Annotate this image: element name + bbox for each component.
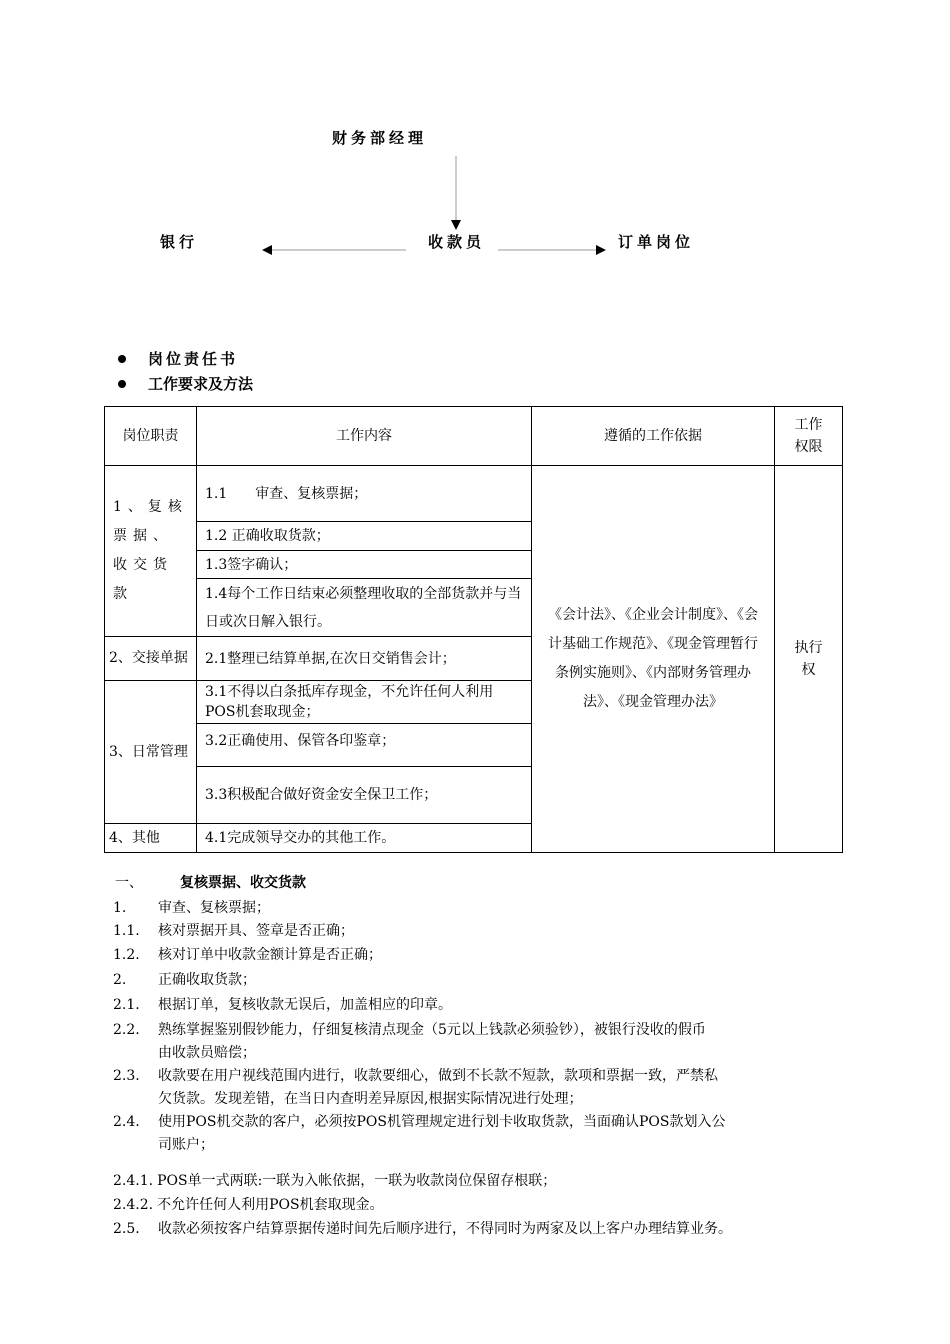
down-arrow-icon xyxy=(451,220,461,230)
bullet-dot-icon xyxy=(118,355,126,363)
bullet-label: 工作要求及方法 xyxy=(148,375,254,393)
org-top-manager: 财务部经理 xyxy=(332,129,428,147)
list-item-number: 2.3. xyxy=(113,1068,140,1084)
table-header-row xyxy=(105,407,843,466)
section-title: 复核票据、收交货款 xyxy=(180,875,306,891)
list-item-text: 熟练掌握鉴别假钞能力，仔细复核清点现金（5元以上钱款必须验钞），被银行没收的假币 xyxy=(158,1022,706,1038)
list-item-number: 1.2. xyxy=(113,947,140,963)
list-item-number: 2.4.2. xyxy=(113,1197,154,1213)
content-cell: 3.3积极配合做好资金安全保卫工作； xyxy=(197,767,532,824)
table-row xyxy=(105,466,843,522)
org-bank: 银行 xyxy=(160,233,199,251)
content-cell: 3.2正确使用、保管各印鉴章； xyxy=(197,724,532,767)
right-arrow-icon xyxy=(596,245,606,255)
duty-cell-4: 4、其他 xyxy=(105,824,197,853)
list-item xyxy=(113,1111,725,1131)
list-item-number: 2.5. xyxy=(113,1221,140,1237)
content-cell: 1.1 审查、复核票据； xyxy=(197,466,532,522)
list-item-number: 1. xyxy=(113,900,127,916)
list-item-text: 使用POS机交款的客户，必须按POS机管理规定进行划卡收取货款，当面确认POS款划入公 xyxy=(158,1114,726,1130)
section-number: 一、 xyxy=(115,875,143,891)
content-cell: 1.4每个工作日结束必须整理收取的全部货款并与当日或次日解入银行。 xyxy=(197,579,532,637)
list-item-continuation: 欠货款。发现差错，在当日内查明差异原因,根据实际情况进行处理； xyxy=(158,1091,583,1107)
bullet-label: 岗位责任书 xyxy=(148,350,239,368)
list-item-text: 正确收取货款； xyxy=(158,972,256,988)
list-item-continuation: 由收款员赔偿； xyxy=(158,1045,256,1061)
list-item-text: 审查、复核票据； xyxy=(158,900,270,916)
bullet-requirements xyxy=(118,373,253,394)
list-item-text: 收款必须按客户结算票据传递时间先后顺序进行，不得同时为两家及以上客户办理结算业务。 xyxy=(158,1221,732,1237)
list-item-text: 收款要在用户视线范围内进行，收款要细心，做到不长款不短款，款项和票据一致，严禁私 xyxy=(158,1068,718,1084)
list-item xyxy=(113,1065,718,1085)
basis-cell: 《会计法》、《企业会计制度》、《会计基础工作规范》、《现金管理暂行条例实施则》、《内部财务管理办法》、《现金管理办法》 xyxy=(532,466,775,853)
header-content: 工作内容 xyxy=(197,407,532,466)
duty-cell-3: 3、日常管理 xyxy=(105,681,197,824)
list-item xyxy=(113,994,452,1014)
list-item-number: 2.4. xyxy=(113,1114,140,1130)
list-item-number: 2.1. xyxy=(113,997,140,1013)
list-item xyxy=(113,897,270,917)
list-item xyxy=(113,969,256,989)
header-duty: 岗位职责 xyxy=(105,407,197,466)
list-item-text: 核对订单中收款金额计算是否正确； xyxy=(158,947,382,963)
list-item xyxy=(113,1218,732,1238)
bullet-responsibility xyxy=(118,348,238,369)
list-item xyxy=(113,1170,556,1190)
list-item xyxy=(113,944,382,964)
content-cell: 1.3签字确认； xyxy=(197,551,532,579)
list-item-text: 不允许任何人利用POS机套取现金。 xyxy=(157,1197,384,1213)
list-item-number: 2.4.1. xyxy=(113,1173,154,1189)
org-cashier: 收款员 xyxy=(428,233,486,251)
list-item-text: 核对票据开具、签章是否正确； xyxy=(158,923,354,939)
header-basis: 遵循的工作依据 xyxy=(532,407,775,466)
list-item-continuation: 司账户； xyxy=(158,1137,214,1153)
list-item xyxy=(113,920,354,940)
list-item xyxy=(113,1019,706,1039)
header-authority: 工作权限 xyxy=(775,407,843,466)
bullet-dot-icon xyxy=(118,380,126,388)
list-item-text: POS单一式两联:一联为入帐依据，一联为收款岗位保留存根联； xyxy=(157,1173,557,1189)
duty-cell-2: 2、交接单据 xyxy=(105,637,197,681)
list-item-number: 2.2. xyxy=(113,1022,140,1038)
list-item xyxy=(113,1194,384,1214)
duty-cell-1: 1、复核票据、收交货款 xyxy=(105,466,197,637)
list-item-number: 2. xyxy=(113,972,127,988)
content-cell: 1.2 正确收取货款； xyxy=(197,522,532,551)
responsibility-table xyxy=(104,406,843,853)
list-item-text: 根据订单，复核收款无误后，加盖相应的印章。 xyxy=(158,997,452,1013)
org-order-post: 订单岗位 xyxy=(618,233,695,251)
org-chart-connectors xyxy=(0,0,950,300)
authority-cell: 执行权 xyxy=(775,466,843,853)
content-cell: 3.1不得以白条抵库存现金，不允许任何人利用POS机套取现金； xyxy=(197,681,532,724)
content-cell: 2.1整理已结算单据,在次日交销售会计； xyxy=(197,637,532,681)
left-arrow-icon xyxy=(262,245,272,255)
list-item-number: 1.1. xyxy=(113,923,140,939)
content-cell: 4.1完成领导交办的其他工作。 xyxy=(197,824,532,853)
